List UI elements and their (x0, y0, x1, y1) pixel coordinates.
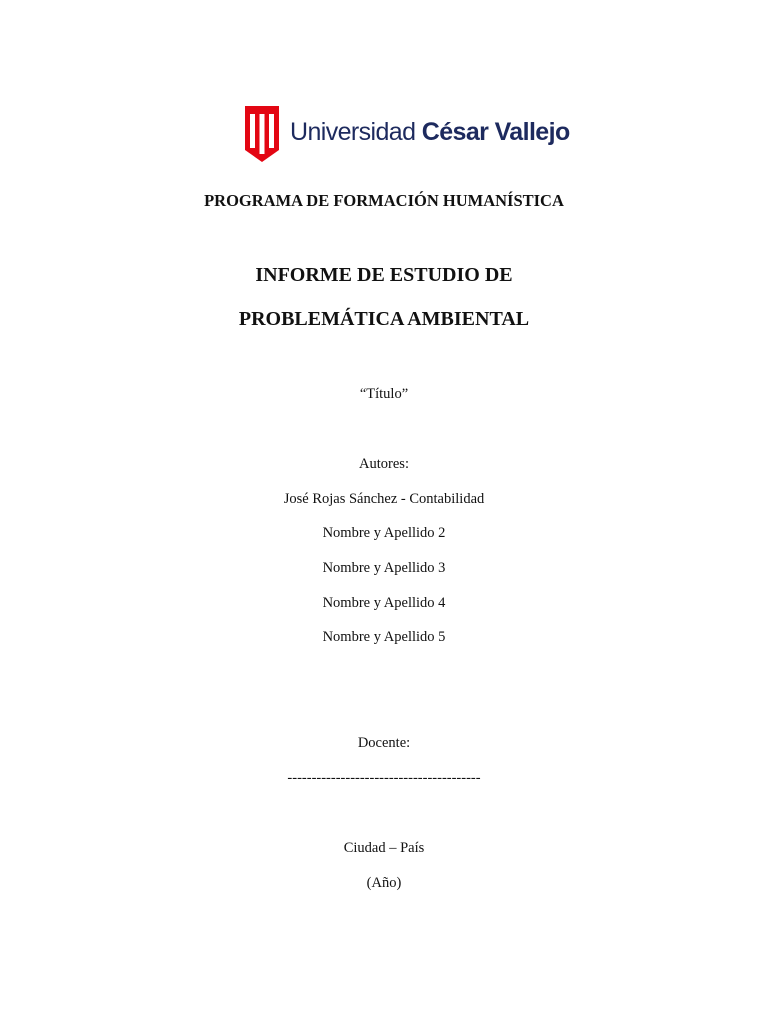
university-logo (244, 104, 570, 164)
author-item: Nombre y Apellido 2 (322, 525, 446, 541)
author-item: Nombre y Apellido 3 (322, 560, 446, 576)
author-item: Nombre y Apellido 4 (322, 595, 446, 611)
logo-text-bold: César Vallejo (421, 117, 570, 146)
logo-text-regular: Universidad (290, 117, 422, 146)
teacher-placeholder: ---------------------------------------- (287, 770, 481, 786)
logo-wordmark (290, 117, 570, 146)
year-text: (Año) (366, 875, 402, 891)
authors-label: Autores: (359, 456, 409, 472)
report-title-line-1: INFORME DE ESTUDIO DE (255, 264, 513, 286)
report-title-line-2: PROBLEMÁTICA AMBIENTAL (238, 308, 530, 330)
program-heading: PROGRAMA DE FORMACIÓN HUMANÍSTICA (204, 191, 564, 210)
shield-logo-icon (244, 104, 280, 164)
report-subtitle: “Título” (359, 386, 409, 402)
location-text: Ciudad – País (343, 840, 425, 856)
teacher-label: Docente: (357, 735, 411, 751)
author-item: Nombre y Apellido 5 (322, 629, 446, 645)
author-item: José Rojas Sánchez - Contabilidad (283, 491, 485, 507)
